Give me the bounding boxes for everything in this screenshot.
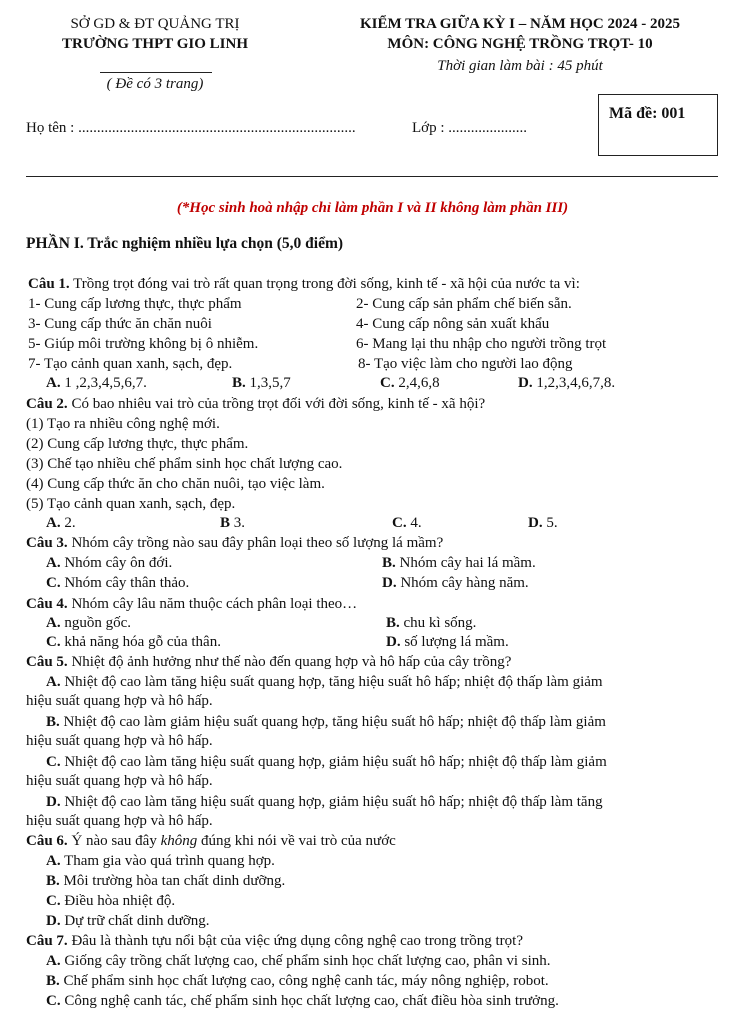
answer-option-c[interactable]: C. 4. [392, 515, 422, 531]
q1-item: 4- Cung cấp nông sản xuất khẩu [356, 316, 550, 332]
q1-item: 6- Mang lại thu nhập cho người trồng trọt [356, 336, 607, 352]
answer-option-a[interactable]: A. Giống cây trồng chất lượng cao, chế phẩm sinh học chất lượng cao, phân vi sinh. [46, 953, 551, 969]
answer-option-d[interactable]: D. 5. [528, 515, 558, 531]
question-text: Nhóm cây trồng nào sau đây phân loại theo số lượng lá mầm? [67, 535, 444, 551]
pages-note: ( Đề có 3 trang) [106, 76, 204, 92]
question-number: Câu 5. [26, 654, 68, 670]
answer-option-d[interactable]: D. số lượng lá mầm. [386, 634, 509, 650]
question-number: Câu 7. [26, 933, 68, 949]
answer-option-c[interactable]: C. Công nghệ canh tác, chế phẩm sinh học chất lượng cao, chất điều hòa sinh trưởng. [46, 993, 559, 1009]
answer-option-d-cont: hiệu suất quang hợp và hô hấp. [26, 813, 213, 829]
question-number: Câu 6. [26, 833, 68, 849]
q1-item: 5- Giúp môi trường không bị ô nhiễm. [28, 336, 259, 352]
question-number: Câu 4. [26, 596, 68, 612]
answer-option-a-cont: hiệu suất quang hợp và hô hấp. [26, 693, 213, 709]
question-text: Đâu là thành tựu nổi bật của việc ứng dụng công nghệ cao trong trồng trọt? [67, 933, 523, 949]
student-name-field: Họ tên : .......................................................................... [26, 120, 356, 136]
answer-option-a[interactable]: A. 1 ,2,3,4,5,6,7. [46, 375, 147, 391]
answer-option-b[interactable]: B. 1,3,5,7 [232, 375, 291, 391]
q2-item: (4) Cung cấp thức ăn cho chăn nuôi, tạo việc làm. [26, 476, 325, 492]
inclusion-note: (*Học sinh hoà nhập chỉ làm phần I và II không làm phần III) [176, 200, 569, 216]
question-5 [26, 653, 511, 671]
answer-option-b[interactable]: B. Môi trường hòa tan chất dinh dưỡng. [46, 873, 286, 889]
question-number: Câu 1. [28, 276, 70, 292]
answer-option-b[interactable]: B. Nhóm cây hai lá mầm. [382, 555, 536, 571]
answer-option-c[interactable]: C. Điều hòa nhiệt độ. [46, 893, 176, 909]
answer-option-c[interactable]: C. Nhiệt độ cao làm tăng hiệu suất quang hợp, giảm hiệu suất hô hấp; nhiệt độ thấp làm giảm [46, 754, 607, 770]
section-title: PHẦN I. Trắc nghiệm nhiều lựa chọn (5,0 điểm) [26, 235, 344, 252]
answer-option-d[interactable]: D. Nhiệt độ cao làm tăng hiệu suất quang hợp, giảm hiệu suất hô hấp; nhiệt độ thấp làm tăng [46, 794, 603, 810]
question-6: Câu 6. Ý nào sau đây không đúng khi nói về vai trò của nước [26, 833, 396, 849]
q2-item: (2) Cung cấp lương thực, thực phẩm. [26, 436, 249, 452]
school-name: TRƯỜNG THPT GIO LINH [61, 36, 248, 52]
question-text: Trồng trọt đóng vai trò rất quan trọng trong đời sống, kinh tế - xã hội của nước ta vì: [69, 276, 580, 292]
q1-item: 3- Cung cấp thức ăn chăn nuôi [28, 316, 212, 332]
answer-option-d[interactable]: D. 1,2,3,4,6,7,8. [518, 375, 616, 391]
answer-option-a[interactable]: A. nguồn gốc. [46, 615, 132, 631]
question-number: Câu 3. [26, 535, 68, 551]
exam-time: Thời gian làm bài : 45 phút [437, 58, 603, 74]
answer-option-c[interactable]: C. Nhóm cây thân thảo. [46, 575, 190, 591]
department-name: SỞ GD & ĐT QUẢNG TRỊ [70, 16, 240, 32]
q1-item: 1- Cung cấp lương thực, thực phẩm [28, 296, 242, 312]
answer-option-b-cont: hiệu suất quang hợp và hô hấp. [26, 733, 213, 749]
emphasis-word: không [160, 833, 198, 849]
question-text: Nhóm cây lâu năm thuộc cách phân loại theo… [67, 596, 358, 612]
class-field: Lớp : ..................... [412, 120, 528, 136]
header-bottom-rule [26, 176, 718, 177]
question-1 [28, 275, 580, 293]
subject-title: MÔN: CÔNG NGHỆ TRỒNG TRỌT- 10 [387, 36, 653, 52]
question-7 [26, 932, 523, 950]
answer-option-b[interactable]: B. Nhiệt độ cao làm giảm hiệu suất quang hợp, tăng hiệu suất hô hấp; nhiệt độ thấp làm giảm [46, 714, 606, 730]
exam-title: KIỂM TRA GIỮA KỲ I – NĂM HỌC 2024 - 2025 [359, 16, 680, 32]
q2-item: (1) Tạo ra nhiều công nghệ mới. [26, 416, 220, 432]
q2-item: (3) Chế tạo nhiều chế phẩm sinh học chất lượng cao. [26, 456, 343, 472]
q1-item: 8- Tạo việc làm cho người lao động [358, 356, 573, 372]
exam-code: Mã đề: 001 [609, 105, 686, 122]
question-3 [26, 534, 443, 552]
answer-option-a[interactable]: A. 2. [46, 515, 76, 531]
exam-code-box [598, 94, 718, 156]
answer-option-b[interactable]: B. Chế phẩm sinh học chất lượng cao, công nghệ canh tác, máy nông nghiệp, robot. [46, 973, 549, 989]
answer-option-a[interactable]: A. Tham gia vào quá trình quang hợp. [46, 853, 275, 869]
answer-option-a[interactable]: A. Nhiệt độ cao làm tăng hiệu suất quang hợp, tăng hiệu suất hô hấp; nhiệt độ thấp làm giảm [46, 674, 603, 690]
question-number: Câu 2. [26, 396, 68, 412]
answer-option-b[interactable]: B 3. [220, 515, 246, 531]
answer-option-c[interactable]: C. khả năng hóa gỗ của thân. [46, 634, 221, 650]
q1-item: 2- Cung cấp sản phẩm chế biến sẵn. [356, 296, 572, 312]
answer-option-d[interactable]: D. Nhóm cây hàng năm. [382, 575, 529, 591]
question-2 [26, 395, 485, 413]
answer-option-c[interactable]: C. 2,4,6,8 [380, 375, 440, 391]
question-4 [26, 595, 357, 613]
q2-item: (5) Tạo cảnh quan xanh, sạch, đẹp. [26, 496, 236, 512]
answer-option-d[interactable]: D. Dự trữ chất dinh dưỡng. [46, 913, 210, 929]
answer-option-b[interactable]: B. chu kì sống. [386, 615, 477, 631]
q1-item: 7- Tạo cảnh quan xanh, sạch, đẹp. [28, 356, 233, 372]
question-text: Nhiệt độ ảnh hưởng như thế nào đến quang hợp và hô hấp của cây trồng? [67, 654, 512, 670]
header-divider [100, 72, 212, 73]
answer-option-a[interactable]: A. Nhóm cây ôn đới. [46, 555, 173, 571]
answer-option-c-cont: hiệu suất quang hợp và hô hấp. [26, 773, 213, 789]
question-text: Có bao nhiêu vai trò của trồng trọt đối với đời sống, kinh tế - xã hội? [67, 396, 486, 412]
